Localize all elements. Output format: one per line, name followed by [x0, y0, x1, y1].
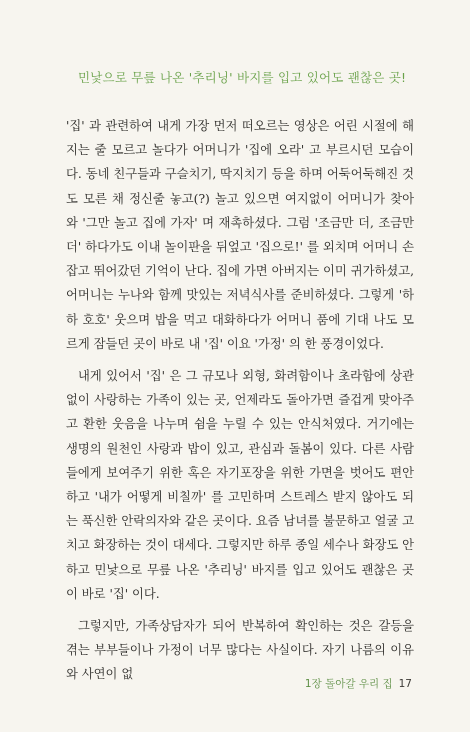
page-number: 17	[398, 678, 412, 690]
body-text	[66, 114, 414, 687]
paragraph-3: 그렇지만, 가족상담자가 되어 반복하여 확인하는 것은 갈등을 겪는 부부들이나 가정이 너무 많다는 사실이다. 자기 나름의 이유와 사연이 없	[66, 619, 414, 682]
paragraph-2: 내게 있어서 '집' 은 그 규모나 외형, 화려함이나 초라함에 상관없이 사랑하는 가족이 있는 곳, 언제라도 돌아가면 즐겁게 맞아주고 환한 웃음을 나누며 쉼을 누릴 수 있는 안식처였다. 거기에는 생명의 원천인 사랑과 밥이 있고, 관심과 돌봄이 있다. 다른 사람들에게 보여주기 위한 혹은 자기포장을 위한 가면을 벗어도 편안하고 '내가 어떻게 비칠까' 를 고민하며 스트레스 받지 않아도 되는 푹신한 안락의자와 같은 곳이다. 요즘 남녀를 불문하고 얼굴 고치고 화장하는 것이 대세다. 그렇지만 하루 종일 세수나 화장도 안 하고 민낯으로 무릎 나온 '추리닝' 바지를 입고 있어도 괜찮은 곳이 바로 '집' 이다.	[66, 369, 414, 601]
header-quote: 민낯으로 무릎 나온 '추리닝' 바지를 입고 있어도 괜찮은 곳!	[78, 70, 407, 85]
running-title: 1장 돌아갈 우리 집	[304, 678, 393, 690]
paragraph-1: '집' 과 관련하여 내게 가장 먼저 떠오르는 영상은 어린 시절에 해지는 줄 모르고 놀다가 어머니가 '집에 오라' 고 부르시던 모습이다. 동네 친구들과 구슬치기, 딱지치기 등을 하며 어둑어둑해진 것도 모른 채 정신줄 놓고(?) 놀고 있으면 여지없이 어머니가 찾아와 '그만 놀고 집에 가자' 며 재촉하셨다. 그럼 '조금만 더, 조금만 더' 하다가도 이내 놀이판을 뒤엎고 '집으로!' 를 외치며 어머니 손잡고 뛰어갔던 기억이 난다. 집에 가면 아버지는 이미 귀가하셨고, 어머니는 누나와 함께 맛있는 저녁식사를 준비하셨다. 그렇게 '하하 호호' 웃으며 밥을 먹고 대화하다가 어머니 품에 기대 나도 모르게 잠들던 곳이 바로 내 '집' 이요 '가정' 의 한 풍경이었다.	[66, 119, 414, 351]
page-footer	[305, 676, 412, 691]
